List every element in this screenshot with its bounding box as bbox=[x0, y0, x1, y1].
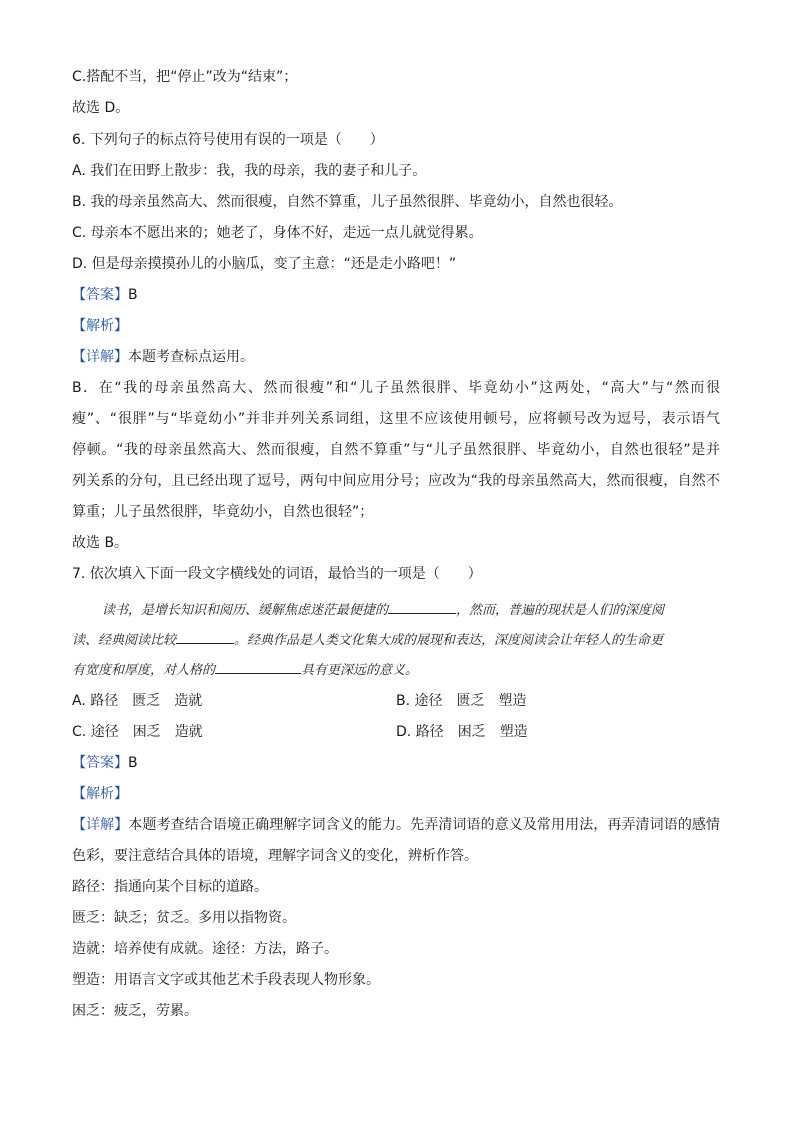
analysis-tag: 【解析】 bbox=[72, 786, 128, 802]
passage-text: 。经典作品是人类文化集大成的展现和表达，深度阅读会让年轻人的生命更 bbox=[234, 633, 664, 648]
question-6-stem: 6. 下列句子的标点符号使用有误的一项是（ ） bbox=[72, 132, 384, 148]
answer-value: B bbox=[128, 287, 138, 303]
question-7-stem: 7. 依次填入下面一段文字横线处的词语，最恰当的一项是（ ） bbox=[72, 566, 482, 582]
passage-line bbox=[72, 629, 720, 651]
detail-tag: 【详解】 bbox=[72, 349, 128, 365]
explanation-line: 停顿。“我的母亲虽然高大、然而很瘦，自然不算重”与“儿子虽然很胖、毕竟幼小，自然也很轻”是并 bbox=[72, 442, 720, 458]
answer-tag: 【答案】 bbox=[72, 755, 128, 771]
answer-value: B bbox=[128, 755, 138, 771]
question-7-option-c: C. 途径 困乏 造就 bbox=[72, 724, 203, 740]
question-6-option-b: B. 我的母亲虽然高大、然而很瘦，自然不算重，儿子虽然很胖、毕竟幼小，自然也很轻。 bbox=[72, 194, 623, 210]
detail-line bbox=[72, 347, 254, 367]
question-6-option-a: A. 我们在田野上散步：我，我的母亲，我的妻子和儿子。 bbox=[72, 163, 427, 179]
detail-line bbox=[72, 815, 720, 835]
definition-line: 困乏：疲乏，劳累。 bbox=[72, 1003, 198, 1019]
question-6-option-c: C. 母亲本不愿出来的；她老了，身体不好，走远一点儿就觉得累。 bbox=[72, 225, 483, 241]
detail-text: 本题考查标点运用。 bbox=[128, 349, 254, 365]
definition-line: 塑造：用语言文字或其他艺术手段表现人物形象。 bbox=[72, 972, 380, 988]
text-line: 故选 D。 bbox=[72, 100, 130, 116]
fill-blank-2 bbox=[176, 629, 234, 644]
question-6-option-d: D. 但是母亲摸摸孙儿的小脑瓜，变了主意：“还是走小路吧！” bbox=[72, 256, 457, 272]
fill-blank-1 bbox=[388, 599, 456, 614]
detail-line: 色彩，要注意结合具体的语境，理解字词含义的变化，辨析作答。 bbox=[72, 848, 478, 864]
passage-text: 有宽度和厚度，对人格的 bbox=[72, 663, 216, 678]
definition-line: 路径：指通向某个目标的道路。 bbox=[72, 879, 268, 895]
fill-blank-3 bbox=[215, 659, 301, 674]
definition-line: 造就：培养使有成就。途径：方法，路子。 bbox=[72, 941, 338, 957]
explanation-line: 瘦”、“很胖”与“毕竟幼小”并非并列关系词组，这里不应该使用顿号，应将顿号改为逗号，表示语气 bbox=[72, 411, 720, 427]
question-7-option-a: A. 路径 匮乏 造就 bbox=[72, 693, 203, 709]
text-line: C.搭配不当，把“停止”改为“结束”； bbox=[72, 69, 298, 85]
answer-line bbox=[72, 285, 138, 305]
detail-text: 本题考查结合语境正确理解字词含义的能力。先弄清词语的意义及常用用法，再弄清词语的感情 bbox=[128, 817, 721, 833]
analysis-tag: 【解析】 bbox=[72, 318, 128, 334]
passage-text: ，然而，普遍的现状是人们的深度阅 bbox=[456, 603, 665, 618]
explanation-line: 算重；儿子虽然很胖，毕竟幼小，自然也很轻”； bbox=[72, 504, 374, 520]
explanation-line: B．在“我的母亲虽然高大、然而很瘦”和“儿子虽然很胖、毕竟幼小”这两处，“高大”与“然而很 bbox=[72, 380, 720, 396]
answer-tag: 【答案】 bbox=[72, 287, 128, 303]
passage-text: 读、经典阅读比较 bbox=[72, 633, 177, 648]
definition-line: 匮乏：缺乏；贫乏。多用以指物资。 bbox=[72, 910, 296, 926]
passage-line bbox=[72, 599, 720, 621]
passage-text: 读书，是增长知识和阅历、缓解焦虑迷茫最便捷的 bbox=[102, 603, 389, 618]
explanation-line: 故选 B。 bbox=[72, 535, 129, 551]
detail-tag: 【详解】 bbox=[72, 817, 129, 833]
passage-text: 具有更深远的意义。 bbox=[301, 663, 419, 678]
explanation-line: 列关系的分句，且已经出现了逗号，两句中间应用分号；应改为“我的母亲虽然高大，然而很瘦，自然不 bbox=[72, 473, 720, 489]
answer-line bbox=[72, 753, 138, 773]
passage-line bbox=[72, 659, 720, 681]
question-7-option-b: B. 途径 匮乏 塑造 bbox=[396, 693, 527, 709]
question-7-option-d: D. 路径 困乏 塑造 bbox=[396, 724, 528, 740]
